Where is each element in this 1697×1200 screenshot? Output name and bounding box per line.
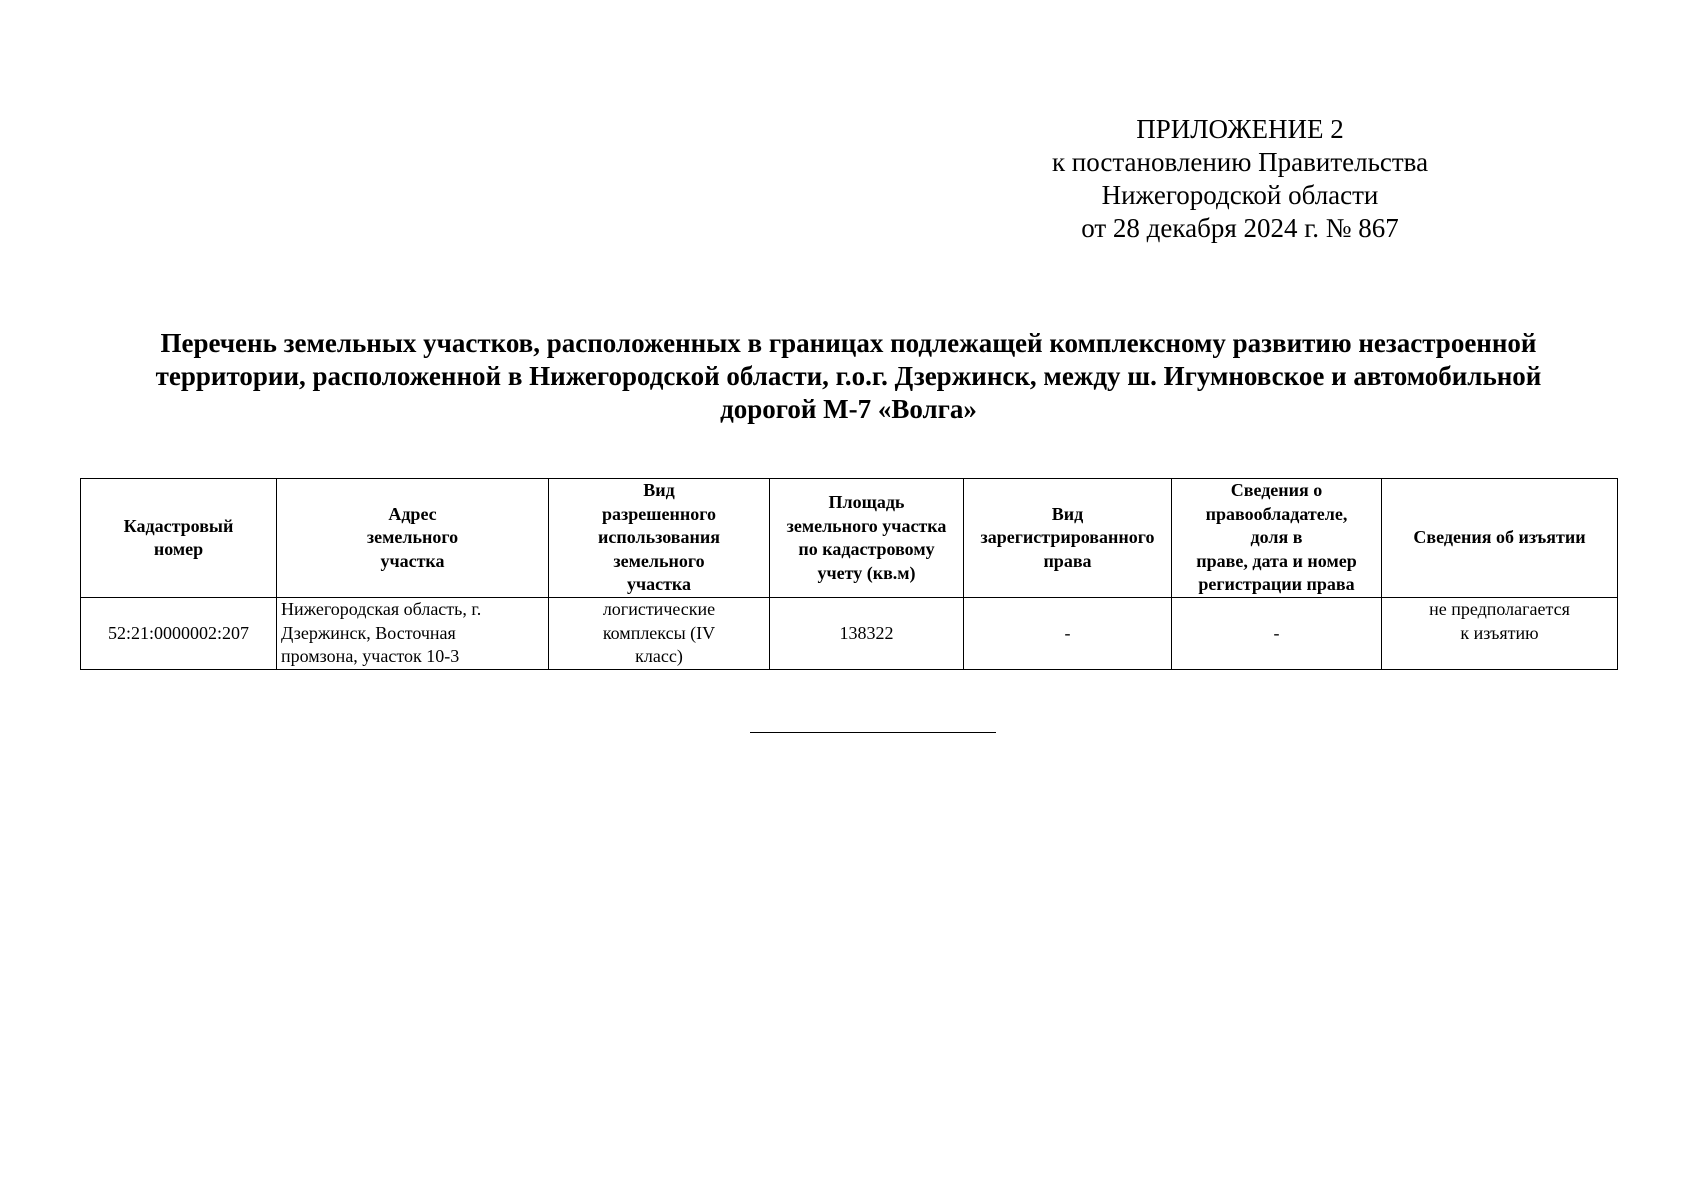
appendix-block: [1000, 113, 1480, 245]
cell-address: Нижегородская область, г. Дзержинск, Восточная промзона, участок 10-3: [277, 598, 549, 670]
header-address: Адрес земельного участка: [277, 479, 549, 598]
document-title-line: территории, расположенной в Нижегородской области, г.о.г. Дзержинск, между ш. Игумновское и автомобильной: [155, 361, 1542, 391]
header-cadastral-number: Кадастровый номер: [81, 479, 277, 598]
cell-right-type: -: [964, 598, 1172, 670]
cell-seizure-info: не предполагается к изъятию: [1382, 598, 1618, 670]
appendix-date: от 28 декабря 2024 г. № 867: [1081, 213, 1399, 243]
end-divider-line: [750, 732, 996, 733]
land-parcels-table: [80, 478, 1618, 670]
header-permitted-use: Вид разрешенного использования земельного участка: [549, 479, 770, 598]
appendix-number: ПРИЛОЖЕНИЕ 2: [1136, 114, 1344, 144]
cell-area: 138322: [770, 598, 964, 670]
appendix-region: Нижегородской области: [1101, 180, 1379, 210]
document-title: [80, 327, 1617, 426]
header-holder-info: Сведения о правообладателе, доля в праве, дата и номер регистрации права: [1172, 479, 1382, 598]
table-row: [81, 598, 1618, 670]
cell-cadastral-number: 52:21:0000002:207: [81, 598, 277, 670]
header-right-type: Вид зарегистрированного права: [964, 479, 1172, 598]
cell-holder-info: -: [1172, 598, 1382, 670]
header-area: Площадь земельного участка по кадастровому учету (кв.м): [770, 479, 964, 598]
header-seizure-info: Сведения об изъятии: [1382, 479, 1618, 598]
cell-permitted-use: логистические комплексы (IV класс): [549, 598, 770, 670]
document-title-line: Перечень земельных участков, расположенных в границах подлежащей комплексному развитию незастроенной: [160, 328, 1537, 358]
table-header-row: [81, 479, 1618, 598]
appendix-decree: к постановлению Правительства: [1051, 147, 1429, 177]
document-title-line: дорогой М-7 «Волга»: [720, 394, 977, 424]
